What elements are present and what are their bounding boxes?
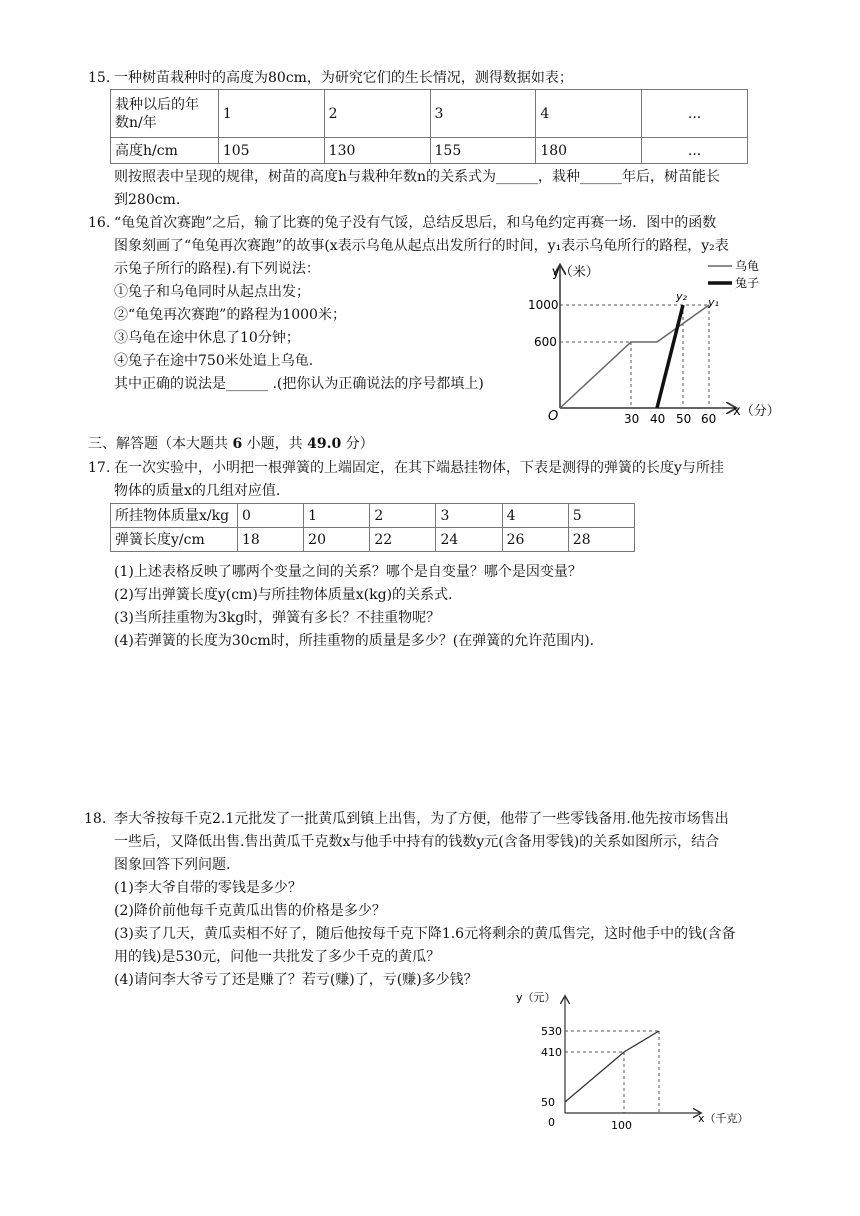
q18-stem-line1: 李大爷按每千克2.1元批发了一批黄瓜到镇上出售，为了方便，他带了一些零钱备用.他先按市场售出 (114, 811, 729, 827)
q18-part-1: (1)李大爷自带的零钱是多少？ (114, 880, 302, 896)
q16-line: “龟兔首次赛跑”之后，输了比赛的兔子没有气馁，总结反思后，和乌龟约定再赛一场．图中的函数 (114, 215, 717, 231)
q16-statement-2: ②“龟兔再次赛跑”的路程为1000米； (114, 307, 346, 323)
q17-cell: 26 (502, 528, 568, 552)
q17-part-4: (4)若弹簧的长度为30cm时，所挂重物的质量是多少？(在弹簧的允许范围内). (114, 633, 595, 649)
q17-stem-line1: 在一次实验中，小明把一根弹簧的上端固定，在其下端悬挂物体，下表是测得的弹簧的长度y与所挂 (114, 460, 724, 476)
q17-cell: 1 (304, 504, 370, 528)
q15-cell: ... (642, 138, 748, 164)
q18-y-tick: 410 (541, 1046, 562, 1059)
q18-x-axis-label: x（千克） (698, 1112, 749, 1125)
q16-x-tick: 40 (650, 412, 666, 426)
q15-cell: 1 (218, 90, 324, 138)
q17-cell: 2 (370, 504, 436, 528)
q17-cell: 4 (502, 504, 568, 528)
q17-part-2: (2)写出弹簧长度y(cm)与所挂物体质量x(kg)的关系式. (114, 587, 453, 603)
q15-number: 15. (88, 70, 111, 86)
q16-answer-prompt: 其中正确的说法是______ .(把你认为正确说法的序号都填上) (114, 376, 484, 392)
q18-y-axis-label: y（元） (516, 991, 556, 1004)
q17-cell: 5 (568, 504, 634, 528)
q16-graph (520, 256, 790, 426)
q17-cell: 24 (436, 528, 502, 552)
q18-number: 18. (84, 811, 107, 827)
q15-cell: 180 (536, 138, 642, 164)
q17-cell: 22 (370, 528, 436, 552)
q16-label-y2: y₂ (676, 290, 687, 303)
q18-stem-line3: 图象回答下列问题. (114, 857, 231, 873)
q16-legend-rabbit: 兔子 (735, 276, 760, 290)
q17-cell: 3 (436, 504, 502, 528)
q17-part-1: (1)上述表格反映了哪两个变量之间的关系？哪个是自变量？哪个是因变量？ (114, 564, 582, 580)
q16-statement-1: ①兔子和乌龟同时从起点出发； (114, 284, 310, 300)
q18-money-line (565, 1031, 659, 1102)
q16-number: 16. (88, 215, 111, 231)
q18-stem-line2: 一些后，又降低出售.售出黄瓜千克数x与他手中持有的钱数y元(含备用零钱)的关系如图所示，结合 (114, 834, 720, 850)
q16-rabbit-line (657, 305, 683, 408)
q16-y-tick: 1000 (528, 298, 559, 312)
q15-cell: ... (642, 90, 748, 138)
q18-y-tick: 50 (541, 1096, 555, 1109)
q18-part-2: (2)降价前他每千克黄瓜出售的价格是多少？ (114, 903, 386, 919)
q15-cell: 105 (218, 138, 324, 164)
q18-part-4: (4)请问李大爷亏了还是赚了？若亏(赚)了，亏(赚)多少钱？ (114, 972, 478, 988)
q17-cell: 28 (568, 528, 634, 552)
q16-label-y1: y₁ (708, 296, 719, 309)
q17-part-3: (3)当所挂重物为3kg时，弹簧有多长？不挂重物呢？ (114, 610, 441, 626)
q17-table (110, 503, 635, 552)
q18-part-3b: 用的钱)是530元，问他一共批发了多少千克的黄瓜？ (114, 949, 441, 965)
q15-cell: 4 (536, 90, 642, 138)
q15-cell: 155 (430, 138, 536, 164)
q16-origin: O (548, 409, 559, 424)
q18-origin: 0 (548, 1116, 555, 1129)
section3-heading: 三、解答题（本大题共 6 小题，共 49.0 分） (88, 436, 374, 452)
q17-number: 17. (88, 460, 111, 476)
q16-x-tick: 50 (676, 412, 692, 426)
q18-y-tick: 530 (541, 1025, 562, 1038)
q17-header-mass: 所挂物体质量x/kg (111, 504, 238, 528)
q16-y-tick: 600 (534, 335, 557, 349)
q18-graph (508, 985, 778, 1145)
q16-x-tick: 30 (624, 412, 640, 426)
q15-table-header-years: 栽种以后的年 数n/年 (111, 90, 219, 138)
q16-y-axis-label: y（米） (552, 265, 599, 280)
q15-after-line2: 到280cm. (114, 192, 181, 208)
q16-statement-3: ③乌龟在途中休息了10分钟； (114, 330, 300, 346)
q15-cell: 2 (324, 90, 430, 138)
q17-cell: 0 (238, 504, 304, 528)
q16-tortoise-line (560, 305, 709, 408)
q16-line: 示兔子所行的路程).有下列说法： (114, 261, 320, 277)
q15-cell: 3 (430, 90, 536, 138)
q15-table-header-height: 高度h/cm (111, 138, 219, 164)
q16-line: 图象刻画了“龟兔再次赛跑”的故事(x表示乌龟从起点出发所行的时间，y₁表示乌龟所行的路程，y₂表 (114, 238, 729, 254)
q16-legend-tortoise: 乌龟 (735, 259, 760, 273)
q15-table (110, 89, 748, 164)
q16-statement-4: ④兔子在途中750米处追上乌龟. (114, 353, 314, 369)
q15-stem: 一种树苗栽种时的高度为80cm，为研究它们的生长情况，测得数据如表； (114, 70, 573, 86)
q16-x-tick: 60 (701, 412, 717, 426)
q17-stem-line2: 物体的质量x的几组对应值. (114, 483, 281, 499)
q18-part-3a: (3)卖了几天，黄瓜卖相不好了，随后他按每千克下降1.6元将剩余的黄瓜售完，这时他手中的钱(含备 (114, 926, 736, 942)
q17-header-length: 弹簧长度y/cm (111, 528, 238, 552)
q18-x-tick: 100 (611, 1119, 632, 1132)
q16-x-axis-label: x（分） (733, 404, 780, 419)
q17-cell: 18 (238, 528, 304, 552)
q17-cell: 20 (304, 528, 370, 552)
q15-after-line1: 则按照表中呈现的规律，树苗的高度h与栽种年数n的关系式为______，栽种______年后，树苗能长 (114, 169, 721, 185)
q15-cell: 130 (324, 138, 430, 164)
